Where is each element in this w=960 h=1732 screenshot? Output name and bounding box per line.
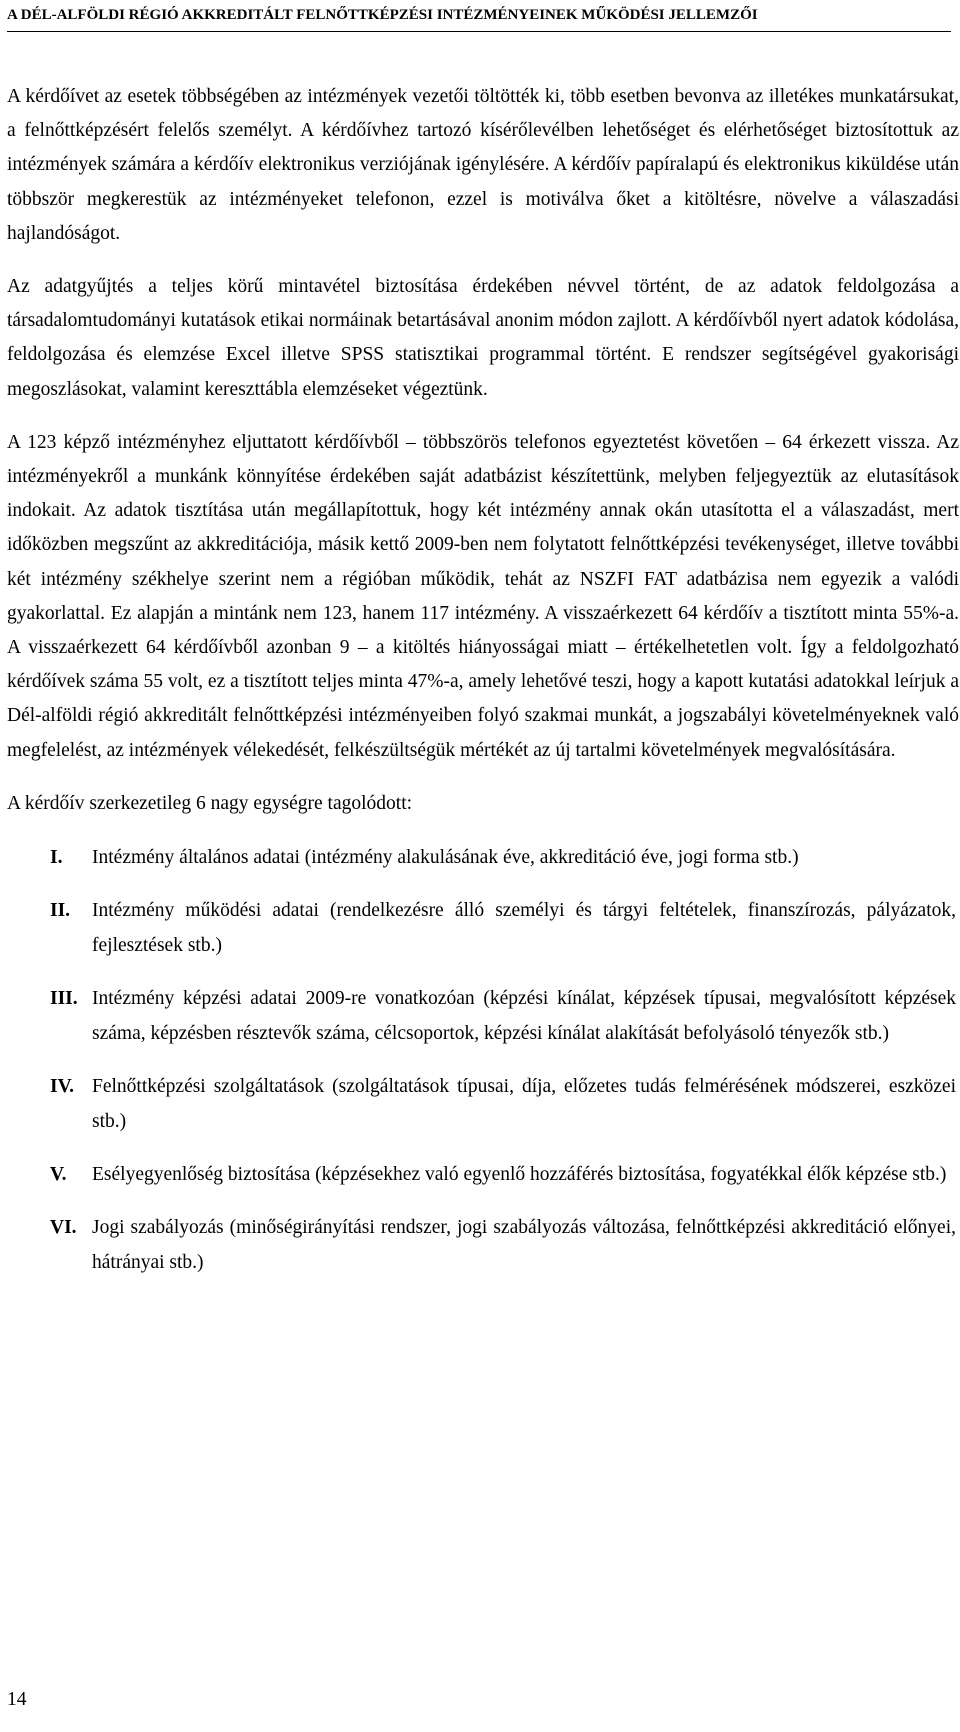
list-item <box>7 1210 959 1280</box>
paragraph-data-processing: Az adatgyűjtés a teljes körű mintavétel biztosítása érdekében névvel történt, de az adatok feldolgozása a társadalomtudományi kutatások etikai normáinak betartásával anonim módon zajlott. A kérdőívből nyert adatok kódolása, feldolgozása és elemzése Excel illetve SPSS statisztikai programmal történt. E rendszer segítségével gyakorisági megoszlásokat, valamint kereszttábla elemzéseket végeztünk. <box>7 276 959 400</box>
list-item-number: V. <box>50 1164 67 1186</box>
list-item-text: Intézmény működési adatai (rendelkezésre álló személyi és tárgyi feltételek, finanszírozás, pályázatok, fejlesztések stb.) <box>92 900 956 957</box>
list-item-number: II. <box>50 900 71 922</box>
list-item-number: I. <box>50 847 63 869</box>
list-item-text: Intézmény képzési adatai 2009-re vonatkozóan (képzési kínálat, képzések típusai, megvalósított képzések száma, képzésben résztevők száma, célcsoportok, képzési kínálat alakítását befolyásoló tényezők stb.) <box>92 988 956 1045</box>
list-item-text: Esélyegyenlőség biztosítása (képzésekhez való egyenlő hozzáférés biztosítása, fogyatékkal élők képzése stb.) <box>92 1164 947 1186</box>
page-body <box>7 80 959 1298</box>
running-header: A DÉL-ALFÖLDI RÉGIÓ AKKREDITÁLT FELNŐTTKÉPZÉSI INTÉZMÉNYEINEK MŰKÖDÉSI JELLEMZŐI <box>7 4 951 32</box>
list-item-text: Felnőttképzési szolgáltatások (szolgáltatások típusai, díja, előzetes tudás felmérésének módszerei, eszközei stb.) <box>92 1076 956 1133</box>
list-item-number: III. <box>50 988 78 1010</box>
list-item <box>7 981 959 1051</box>
questionnaire-sections-list <box>7 840 959 1280</box>
paragraph-questionnaire-distribution: A kérdőívet az esetek többségében az intézmények vezetői töltötték ki, több esetben bevonva az illetékes munkatársukat, a felnőttképzésért felelős személyt. A kérdőívhez tartozó kísérőlevélben lehetőséget és elérhetőséget biztosítottuk az intézmények számára a kérdőív elektronikus verziójának igénylésére. A kérdőív papíralapú és elektronikus kiküldése után többször megkerestük az intézményeket telefonon, ezzel is motiválva őket a kitöltésre, növelve a válaszadási hajlandóságot. <box>7 86 959 244</box>
paragraph-sample-description: A 123 képző intézményhez eljuttatott kérdőívből – többszörös telefonos egyeztetést követően – 64 érkezett vissza. Az intézményekről a munkánk könnyítése érdekében saját adatbázist készítettünk, melyben feljegyeztük az elutasítások indokait. Az adatok tisztítása után megállapítottuk, hogy két intézmény annak okán utasította el a válaszadást, mert időközben megszűnt az akkreditációja, másik kettő 2009-ben nem folytatott felnőttképzési tevékenységet, illetve további két intézmény székhelye szerint nem a régióban működik, tehát az NSZFI FAT adatbázisa nem egyezik a valódi gyakorlattal. Ez alapján a mintánk nem 123, hanem 117 intézmény. A visszaérkezett 64 kérdőív a tisztított minta 55%-a. A visszaérkezett 64 kérdőívből azonban 9 – a kitöltés hiányosságai miatt – értékelhetetlen volt. Így a feldolgozható kérdőívek száma 55 volt, ez a tisztított teljes minta 47%-a, amely lehetővé teszi, hogy a kapott kutatási adatokkal leírjuk a Dél-alföldi régió akkreditált felnőttképzési intézményeiben folyó szakmai munkát, a jogszabályi követelményeknek való megfelelést, az intézmények vélekedését, felkészültségük mértékét az új tartalmi követelmények megvalósítására. <box>7 431 959 761</box>
list-item <box>7 1069 959 1139</box>
list-item <box>7 840 959 875</box>
list-item <box>7 1157 959 1192</box>
page-number: 14 <box>7 1689 27 1710</box>
list-item-number: VI. <box>50 1217 77 1239</box>
list-item-number: IV. <box>50 1076 75 1098</box>
paragraph-structure-intro: A kérdőív szerkezetileg 6 nagy egységre tagolódott: <box>7 792 413 814</box>
list-item-text: Intézmény általános adatai (intézmény alakulásának éve, akkreditáció éve, jogi forma stb.) <box>92 847 799 869</box>
list-item-text: Jogi szabályozás (minőségirányítási rendszer, jogi szabályozás változása, felnőttképzési akkreditáció előnyei, hátrányai stb.) <box>92 1217 956 1274</box>
list-item <box>7 893 959 963</box>
